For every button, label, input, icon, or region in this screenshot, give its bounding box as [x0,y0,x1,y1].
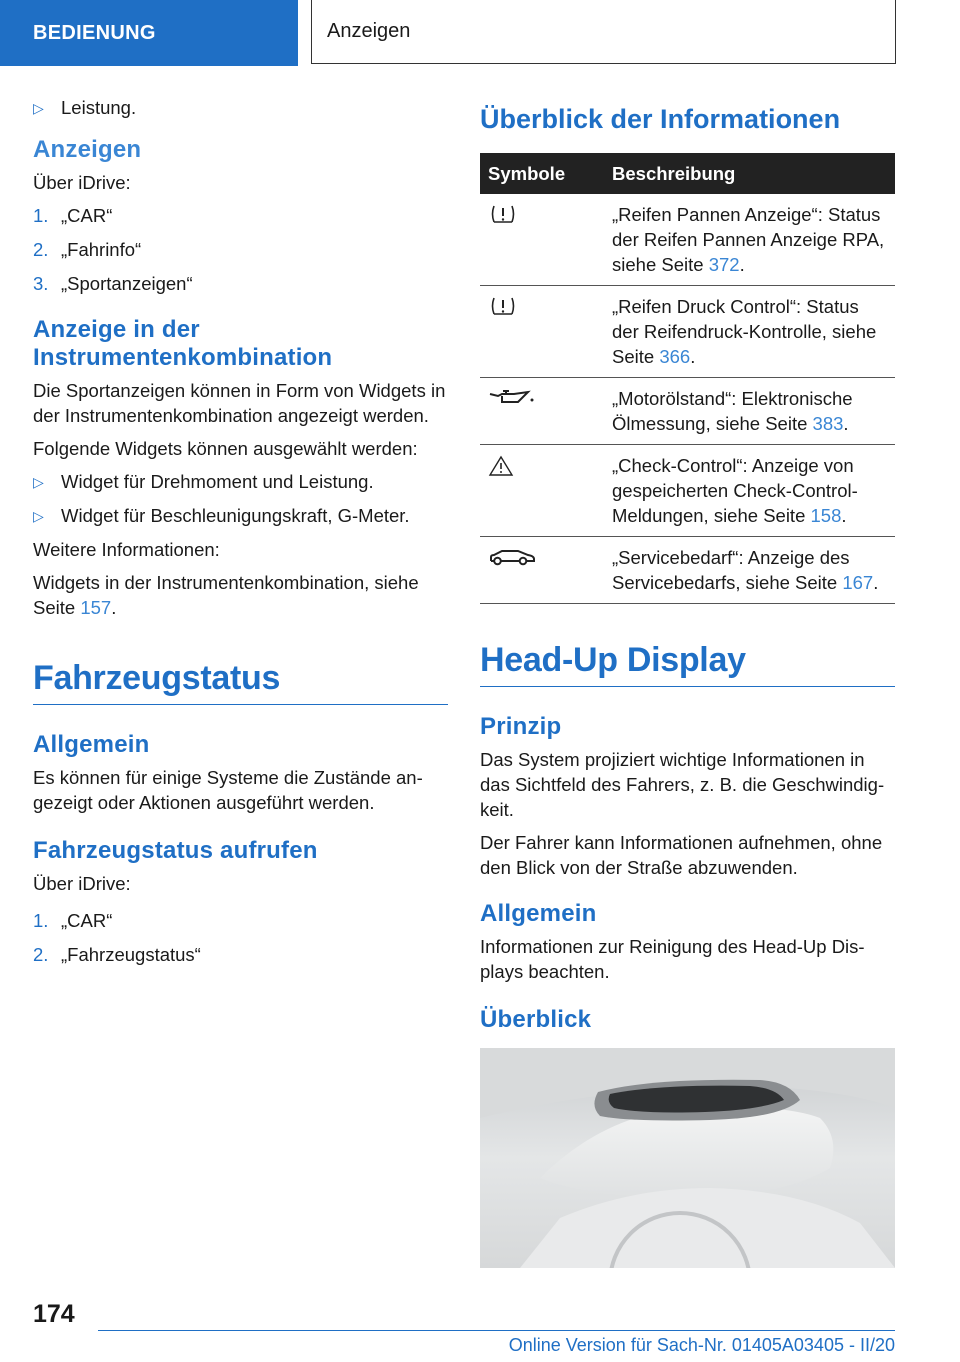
paragraph: Es können für einige Systeme die Zustände angezeigt oder Aktionen ausgeführt werden. [33,767,423,813]
heading-aufrufen: Fahrzeugstatus aufrufen [33,837,318,864]
paragraph: Weitere Informationen: [33,539,220,560]
column-header: Beschreibung [604,153,895,194]
page-header [0,0,960,66]
list-item: 3. „Sportanzeigen“ [33,273,193,294]
heading-kombi: Anzeige in der Instrumentenkombination [33,316,333,371]
hud-dashboard-illustration [480,1048,895,1268]
page-link[interactable]: 157 [80,597,112,618]
paragraph: Die Sportanzeigen können in Form von Widgets in der Instrumentenkombination angezeigt werden. [33,380,446,426]
paragraph: Informationen zur Reinigung des Head-Up Displays beachten. [480,936,865,982]
tire-warning-icon [488,204,518,224]
heading-hud: Head-Up Display [480,640,895,687]
service-car-icon [488,547,538,567]
triangle-bullet-icon: ▷ [33,474,44,490]
tire-pressure-icon [488,296,518,316]
list-item: 2. „Fahrzeugstatus“ [33,944,201,965]
triangle-bullet-icon: ▷ [33,508,44,524]
heading-anzeigen: Anzeigen [33,136,142,163]
table-row: „Servicebedarf“: Anzeige des Servicebedarfs, siehe Seite 167. [480,537,895,604]
page-link[interactable]: 383 [812,413,844,434]
heading-prinzip: Prinzip [480,713,562,740]
footer-text: Online Version für Sach-Nr. 01405A03405 - II/20 [508,1335,895,1355]
table-row: „Check-Control“: Anzeige von gespeicherten Check-Control-Meldungen, siehe Seite 158. [480,445,895,537]
section-label: BEDIENUNG [0,0,298,66]
triangle-bullet-icon: ▷ [33,100,44,116]
paragraph: Über iDrive: [33,873,131,894]
column-header: Symbole [480,153,604,194]
paragraph: Widgets in der Instrumentenkombination, siehe Seite 157. [33,572,419,618]
heading-ueberblick: Überblick [480,1006,592,1033]
paragraph: Folgende Widgets können ausgewählt werden: [33,438,418,459]
paragraph: Das System projiziert wichtige Informationen in das Sichtfeld des Fahrers, z. B. die Geschwindigkeit. [480,749,885,820]
page-link[interactable]: 366 [659,346,691,367]
page-link[interactable]: 158 [810,505,842,526]
list-item: 1. „CAR“ [33,205,113,226]
page-link[interactable]: 167 [842,572,874,593]
list-item: ▷ Widget für Beschleunigungskraft, G-Meter. [33,503,448,528]
table-row: „Reifen Druck Control“: Status der Reifendruck-Kontrolle, siehe Seite 366. [480,286,895,378]
heading-fahrzeugstatus: Fahrzeugstatus [33,658,448,705]
paragraph: Der Fahrer kann Informationen aufnehmen, ohne den Blick von der Straße abzuwenden. [480,832,883,878]
heading-allgemein-hud: Allgemein [480,900,597,927]
chapter-label: Anzeigen [311,0,896,64]
hud-photo [480,1048,895,1268]
table-row: „Reifen Pannen Anzeige“: Status der Reifen Pannen Anzeige RPA, siehe Seite 372. [480,194,895,286]
list-item: 2. „Fahrinfo“ [33,239,142,260]
paragraph: Über iDrive: [33,172,131,193]
list-item: ▷ Leistung. [33,95,448,120]
table-row: „Motorölstand“: Elektronische Ölmessung, siehe Seite 383. [480,378,895,445]
footer-divider [98,1330,895,1331]
right-column [480,95,895,1268]
page-number: 174 [33,1300,75,1328]
page-link[interactable]: 372 [708,254,740,275]
left-column [33,95,448,976]
warning-triangle-icon [488,455,514,477]
table-header-row [480,153,895,194]
heading-ueberblick-info: Überblick der Informationen [480,104,841,134]
list-item: 1. „CAR“ [33,910,113,931]
oil-can-icon [488,388,536,408]
heading-allgemein: Allgemein [33,731,150,758]
list-item: ▷ Widget für Drehmoment und Leistung. [33,469,448,494]
symbols-table [480,153,895,604]
